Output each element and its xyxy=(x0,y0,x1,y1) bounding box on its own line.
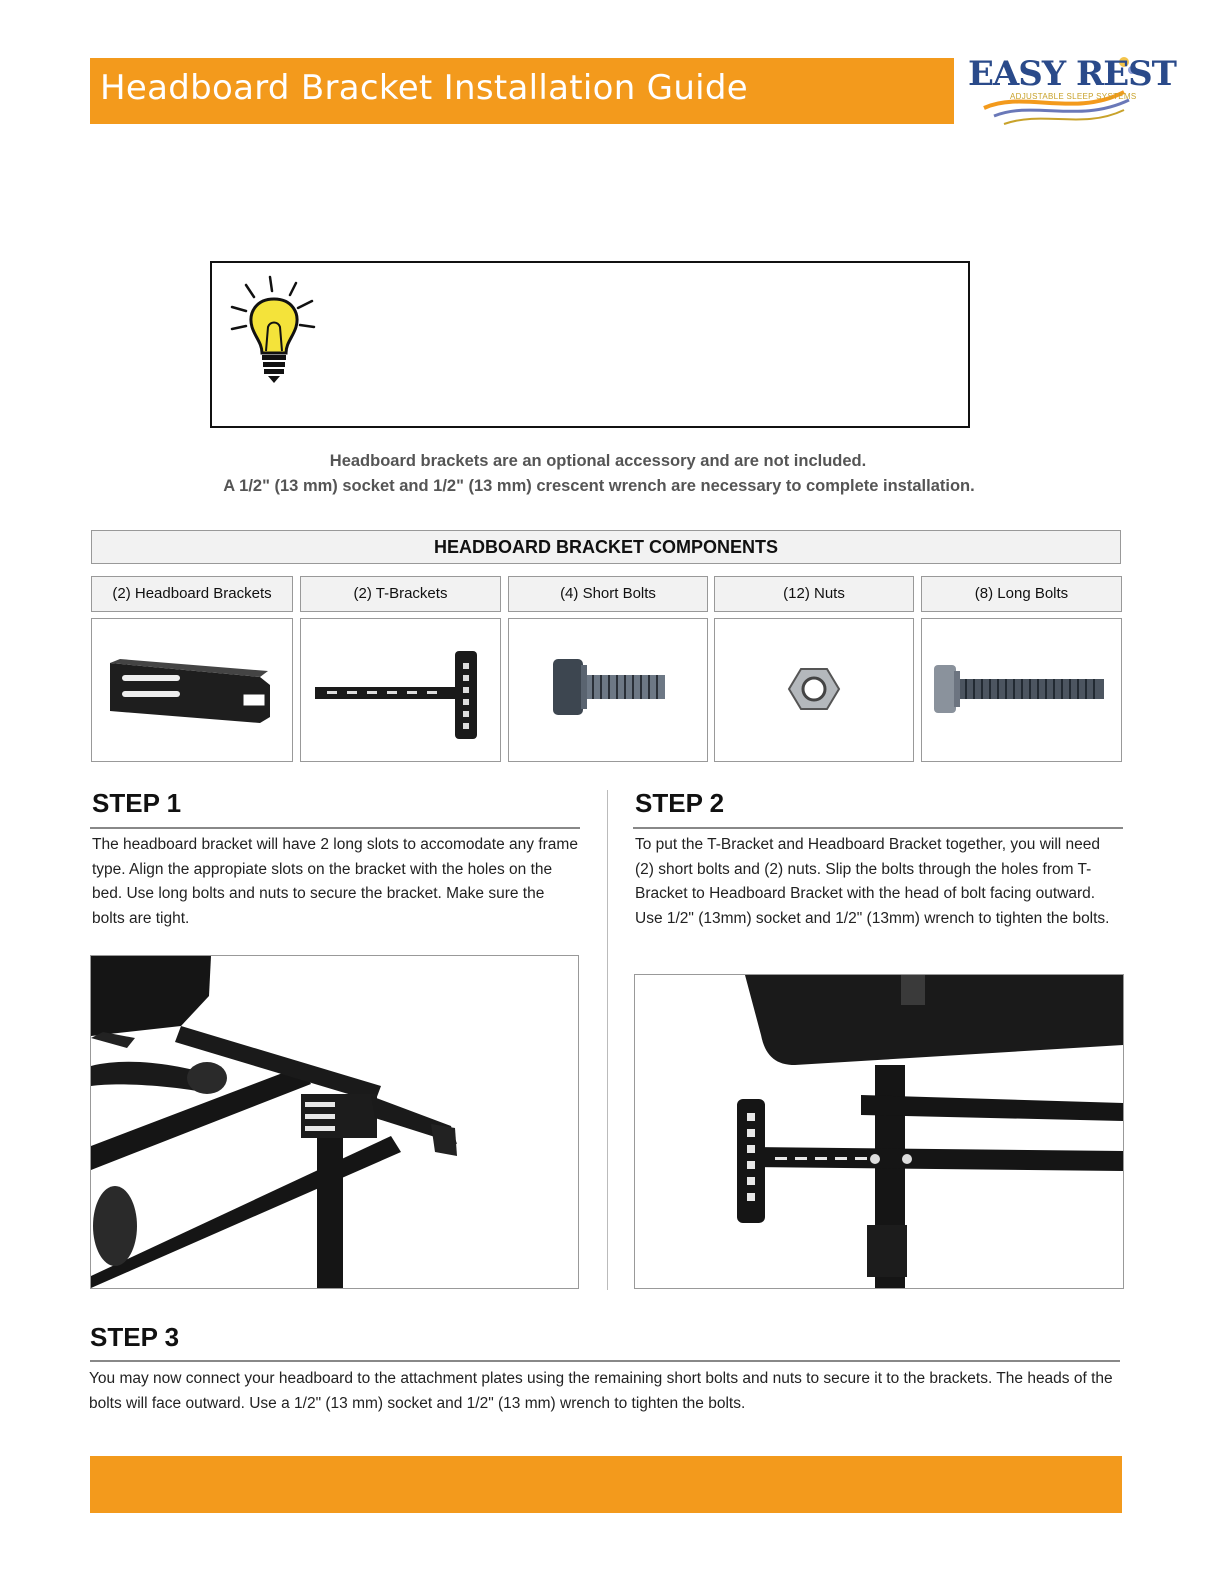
brand-logo xyxy=(964,46,1176,132)
component-label-long-bolts: (8) Long Bolts xyxy=(921,576,1122,612)
step1-heading: STEP 1 xyxy=(92,788,182,818)
footer-bar xyxy=(90,1456,1122,1513)
step3-text: You may now connect your headboard to the attachment plates using the remaining short bolts and nuts to secure it to the brackets. The heads of the bolts will face outward. Use a 1/2" (13 mm) socket and 1/2" (13 mm) wrench to tighten the bolts. xyxy=(89,1370,1113,1412)
component-image-nut xyxy=(714,618,914,762)
column-divider xyxy=(607,790,608,1290)
step1-text: The headboard bracket will have 2 long slots to accomodate any frame type. Align the appropiate slots on the bracket with the holes on the bed. Use long bolts and nuts to secure the bracket. Make sure the bolts are tight. xyxy=(92,836,578,927)
t-bracket-attached-photo xyxy=(635,975,1123,1288)
logo-brand-text: EASY REST xyxy=(968,54,1176,94)
step2-photo xyxy=(634,974,1124,1289)
component-label-short-bolts: (4) Short Bolts xyxy=(508,576,708,612)
note-optional-accessory: Headboard brackets are an optional accessory and are not included. xyxy=(329,452,867,470)
header-bar xyxy=(90,58,954,124)
page-title: Headboard Bracket Installation Guide xyxy=(100,68,749,108)
bed-frame-bracket-photo xyxy=(91,956,578,1288)
components-title: HEADBOARD BRACKET COMPONENTS xyxy=(91,530,1121,564)
step2-rule xyxy=(633,827,1123,829)
component-label-nuts: (12) Nuts xyxy=(714,576,914,612)
step1-rule xyxy=(90,827,580,829)
lightbulb-icon xyxy=(226,271,322,391)
headboard-bracket-icon xyxy=(92,619,292,761)
component-image-t-bracket xyxy=(300,618,501,762)
tip-box xyxy=(210,261,970,428)
short-bolt-icon xyxy=(509,619,707,761)
component-image-headboard-bracket xyxy=(91,618,293,762)
note-tools-required: A 1/2" (13 mm) socket and 1/2" (13 mm) crescent wrench are necessary to complete installation. xyxy=(223,477,975,495)
component-label-t-brackets: (2) T-Brackets xyxy=(300,576,501,612)
step2-text: To put the T-Bracket and Headboard Bracket together, you will need (2) short bolts and (2) nuts. Slip the bolts through the holes from T-Bracket to Headboard Bracket with the head of bolt facing outward. Use 1/2" (13mm) socket and 1/2" (13mm) wrench to tighten the bolts. xyxy=(635,836,1110,927)
logo-tagline: ADJUSTABLE SLEEP SYSTEMS xyxy=(1010,92,1137,101)
step1-photo xyxy=(90,955,579,1289)
step2-heading: STEP 2 xyxy=(635,788,725,818)
component-label-headboard-brackets: (2) Headboard Brackets xyxy=(91,576,293,612)
component-image-long-bolt xyxy=(921,618,1122,762)
t-bracket-icon xyxy=(301,619,500,761)
step3-heading: STEP 3 xyxy=(90,1322,180,1352)
step3-rule xyxy=(90,1360,1120,1362)
long-bolt-icon xyxy=(922,619,1121,761)
nut-icon xyxy=(715,619,913,761)
component-image-short-bolt xyxy=(508,618,708,762)
